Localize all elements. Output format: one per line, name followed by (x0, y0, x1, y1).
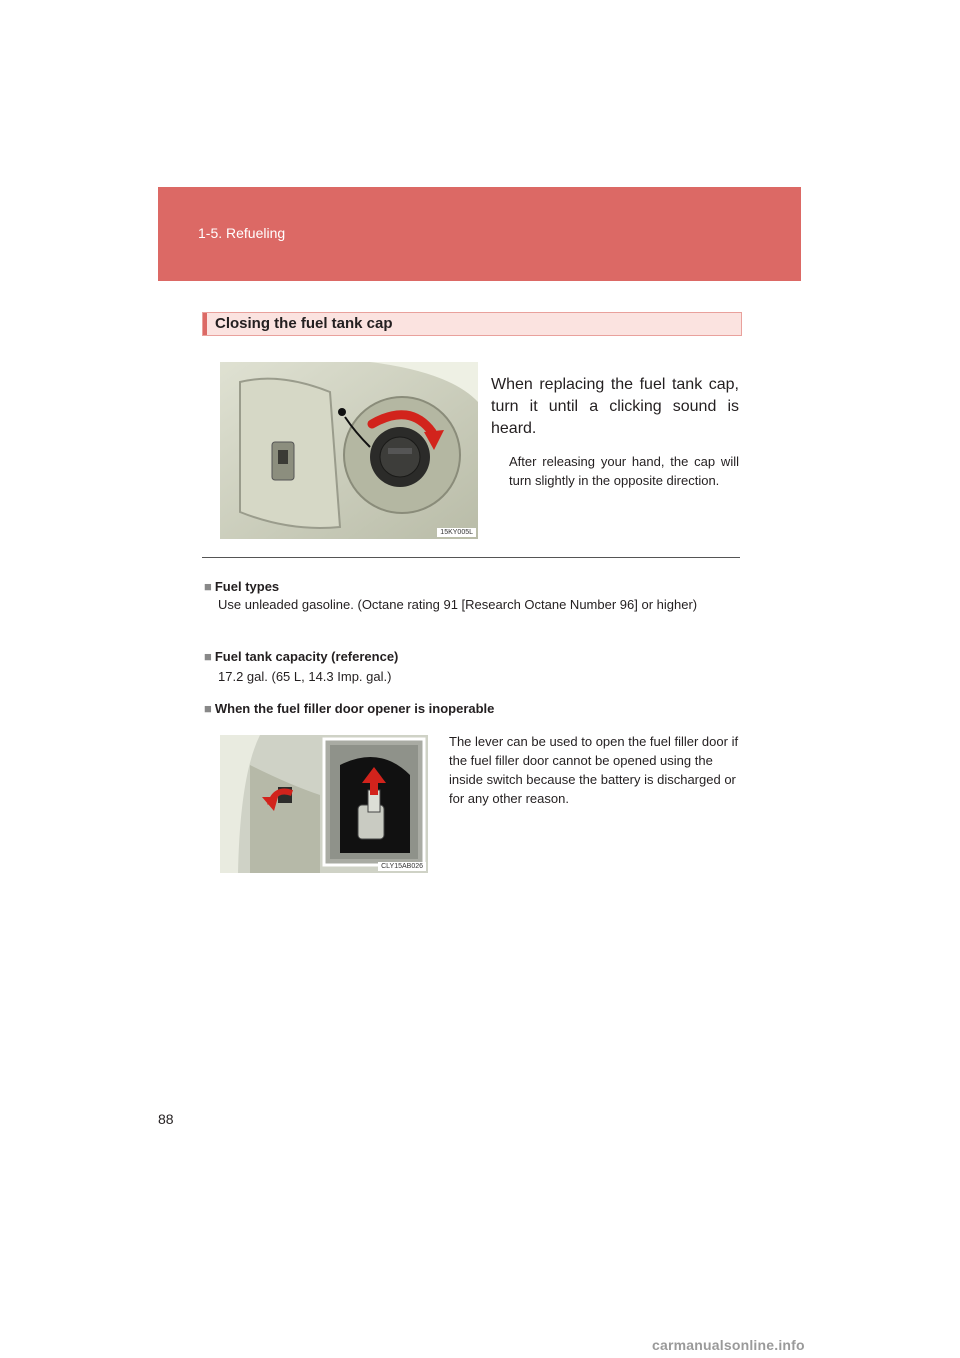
lever-drawing (220, 735, 428, 873)
watermark: carmanualsonline.info (652, 1337, 805, 1353)
note-text-opener: The lever can be used to open the fuel filler door if the fuel filler door cannot be opened using the inside switch because the battery is discharged or for any other reason. (449, 734, 739, 806)
note-heading-label: Fuel types (214, 579, 280, 594)
instruction-note: After releasing your hand, the cap will turn slightly in the opposite direction. (509, 454, 739, 488)
section-heading (202, 312, 742, 336)
square-bullet-icon: ■ (204, 701, 212, 716)
square-bullet-icon: ■ (204, 649, 212, 664)
fuel-cap-drawing (220, 362, 478, 539)
section-title: Closing the fuel tank cap (215, 315, 393, 332)
note-text-fuel-types: Use unleaded gasoline. (Octane rating 91 [Research Octane Number 96] or higher) (218, 597, 698, 612)
header-band (158, 187, 801, 281)
section-divider (202, 557, 740, 558)
note-heading-fuel-types (204, 579, 279, 594)
note-heading-capacity (204, 649, 398, 664)
note-heading-label: Fuel tank capacity (reference) (214, 649, 399, 664)
note-heading-label: When the fuel filler door opener is inoperable (214, 701, 495, 716)
figure-code: CLY15AB026 (378, 862, 426, 871)
breadcrumb: 1-5. Refueling (198, 225, 286, 241)
instruction-text: When replacing the fuel tank cap, turn it until a clicking sound is heard. (491, 376, 739, 437)
lever-illustration (220, 735, 428, 873)
note-heading-opener (204, 701, 494, 716)
square-bullet-icon: ■ (204, 579, 212, 594)
section-heading-accent (203, 313, 207, 335)
note-text-capacity: 17.2 gal. (65 L, 14.3 Imp. gal.) (218, 669, 392, 684)
fuel-cap-illustration (220, 362, 478, 539)
page-number: 88 (158, 1111, 174, 1127)
figure-code: 15KY005L (437, 528, 476, 537)
